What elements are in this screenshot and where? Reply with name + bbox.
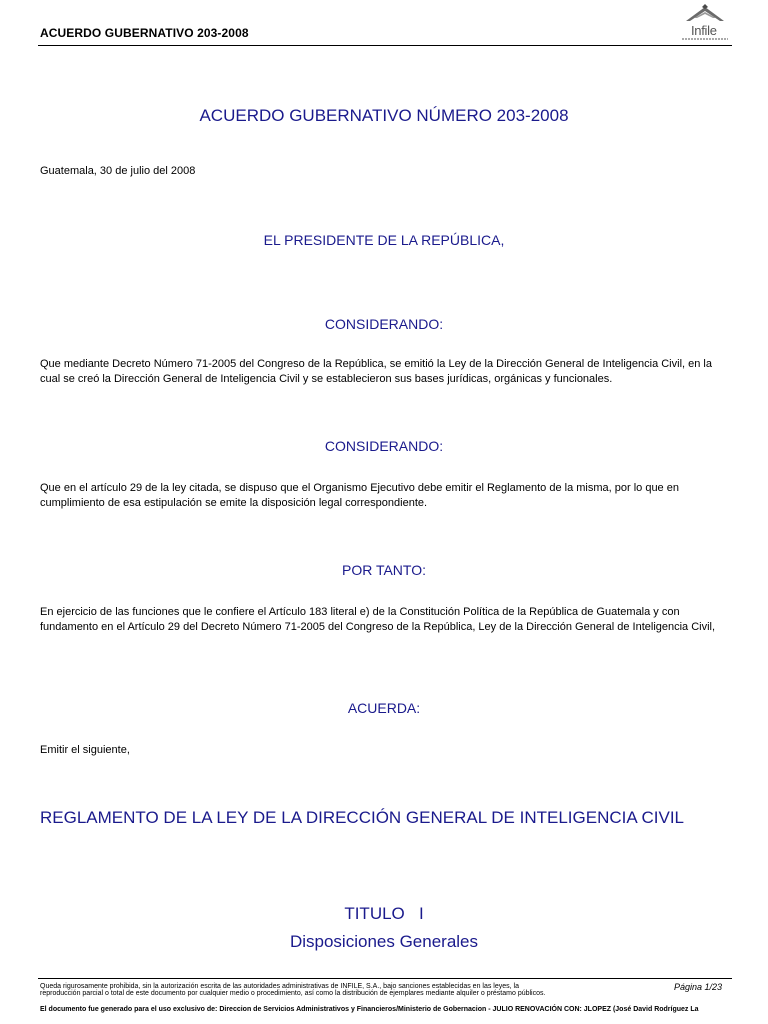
date-line: Guatemala, 30 de julio del 2008: [40, 165, 196, 177]
reglamento-title: REGLAMENTO DE LA LEY DE LA DIRECCIÓN GENERAL DE INTELIGENCIA CIVIL: [40, 808, 684, 827]
considerando-heading-1: CONSIDERANDO:: [324, 316, 444, 332]
considerando-paragraph-2: Que en el artículo 29 de la ley citada, se dispuso que el Organismo Ejecutivo debe emitir el Reglamento de la misma, por lo que en cumplimiento de esa estipulación se emite la disposición legal correspondiente.: [40, 482, 679, 509]
titulo-subtitle: Disposiciones Generales: [289, 932, 479, 951]
footer-legal-notice: Queda rigurosamente prohibida, sin la autorización escrita de las autoridades administrativas de INFILE, S.A., bajo sanciones establecidas en las leyes, la reproducción parcial o total de este documento por cualquier medio o procedimiento, así como la distribución de ejemplares mediante alquiler o préstamo públicos.: [40, 983, 546, 998]
logo-text: Infile: [691, 23, 717, 38]
considerando-paragraph-1: Que mediante Decreto Número 71-2005 del Congreso de la República, se emitió la Ley de la Dirección General de Inteligencia Civil, en la cual se creó la Dirección General de Inteligencia Civil y se establecieron sus bases jurídicas, orgánicas y funcionales.: [40, 358, 712, 385]
considerando-heading-2: CONSIDERANDO:: [324, 438, 444, 454]
page-header: [38, 0, 732, 46]
infile-logo: [682, 4, 728, 44]
logo-tagline-decoration: [682, 38, 728, 40]
acuerda-heading: ACUERDA:: [347, 700, 421, 716]
page-number: Página 1/23: [673, 982, 722, 992]
footer-divider: [38, 978, 732, 979]
document-title: ACUERDO GUBERNATIVO NÚMERO 203-2008: [199, 106, 569, 125]
por-tanto-heading: POR TANTO:: [341, 562, 426, 578]
header-title: ACUERDO GUBERNATIVO 203-2008: [40, 26, 249, 40]
acuerda-paragraph: Emitir el siguiente,: [40, 744, 130, 756]
footer-exclusive-use: El documento fue generado para el uso exclusivo de: Direccion de Servicios Administrativos y Financieros/Ministerio de Gobernacion - JULIO RENOVACIÓN CON: JLOPEZ (José David Rodríguez La: [40, 1006, 699, 1013]
roof-logo-icon: [682, 4, 728, 24]
president-heading: EL PRESIDENTE DE LA REPÚBLICA,: [263, 232, 505, 248]
por-tanto-paragraph: En ejercicio de las funciones que le confiere el Artículo 183 literal e) de la Constitución Política de la República de Guatemala y con fundamento en el Artículo 29 del Decreto Número 71-2005 del Congreso de la República, Ley de la Dirección General de Inteligencia Civil,: [40, 606, 716, 633]
titulo-heading: TITULO I: [344, 904, 424, 923]
